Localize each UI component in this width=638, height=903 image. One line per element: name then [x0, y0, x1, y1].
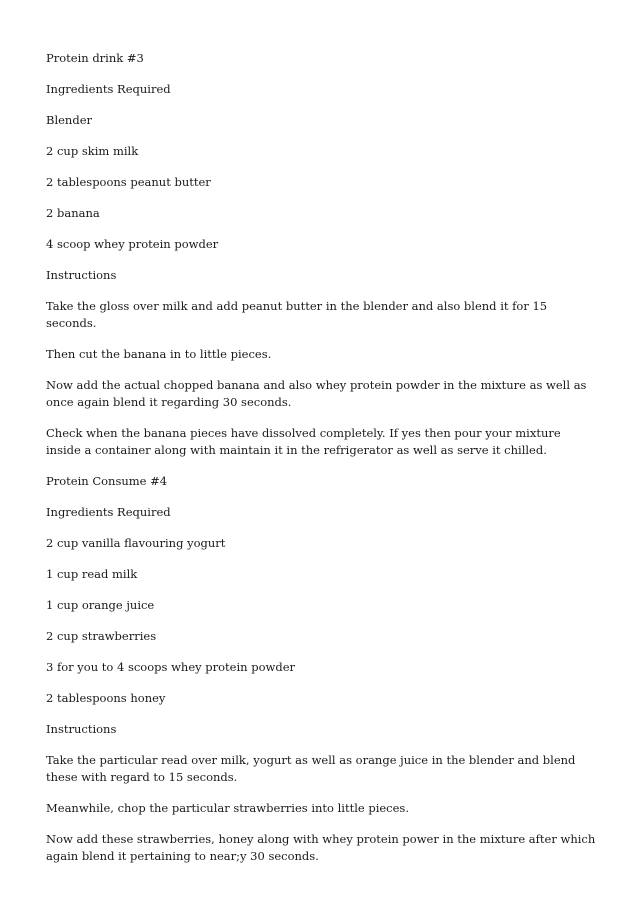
instructions-heading: Instructions: [46, 722, 117, 736]
instruction-step: Take the particular read over milk, yogurt as well as orange juice in the blender and blend these with regard to 15 seconds.: [46, 753, 576, 784]
ingredient-line: 2 cup vanilla flavouring yogurt: [46, 536, 226, 550]
ingredient-line: Blender: [46, 113, 93, 127]
recipe-title-3: Protein drink #3: [46, 51, 144, 65]
ingredient-line: 2 cup skim milk: [46, 144, 139, 158]
document-page: [46, 50, 596, 879]
ingredient-line: 3 for you to 4 scoops whey protein powder: [46, 660, 296, 674]
ingredient-line: 1 cup read milk: [46, 567, 138, 581]
recipe-title-4: Protein Consume #4: [46, 474, 168, 488]
instruction-step: Take the gloss over milk and add peanut butter in the blender and also blend it for 15 seconds.: [46, 299, 548, 330]
instruction-step: Now add these strawberries, honey along with whey protein power in the mixture after which again blend it pertaining to near;y 30 seconds.: [46, 832, 596, 863]
ingredient-line: 2 banana: [46, 206, 100, 220]
instructions-heading: Instructions: [46, 268, 117, 282]
ingredients-heading: Ingredients Required: [46, 82, 171, 96]
instruction-step: Then cut the banana in to little pieces.: [46, 347, 272, 361]
instruction-step: Now add the actual chopped banana and also whey protein powder in the mixture as well as once again blend it regarding 30 seconds.: [46, 378, 587, 409]
ingredient-line: 1 cup orange juice: [46, 598, 155, 612]
instruction-step: Meanwhile, chop the particular strawberries into little pieces.: [46, 801, 409, 815]
ingredient-line: 2 cup strawberries: [46, 629, 157, 643]
ingredient-line: 2 tablespoons peanut butter: [46, 175, 211, 189]
instruction-step: Check when the banana pieces have dissolved completely. If yes then pour your mixture inside a container along with maintain it in the refrigerator as well as serve it chilled.: [46, 426, 561, 457]
ingredients-heading: Ingredients Required: [46, 505, 171, 519]
ingredient-line: 2 tablespoons honey: [46, 691, 166, 705]
ingredient-line: 4 scoop whey protein powder: [46, 237, 219, 251]
